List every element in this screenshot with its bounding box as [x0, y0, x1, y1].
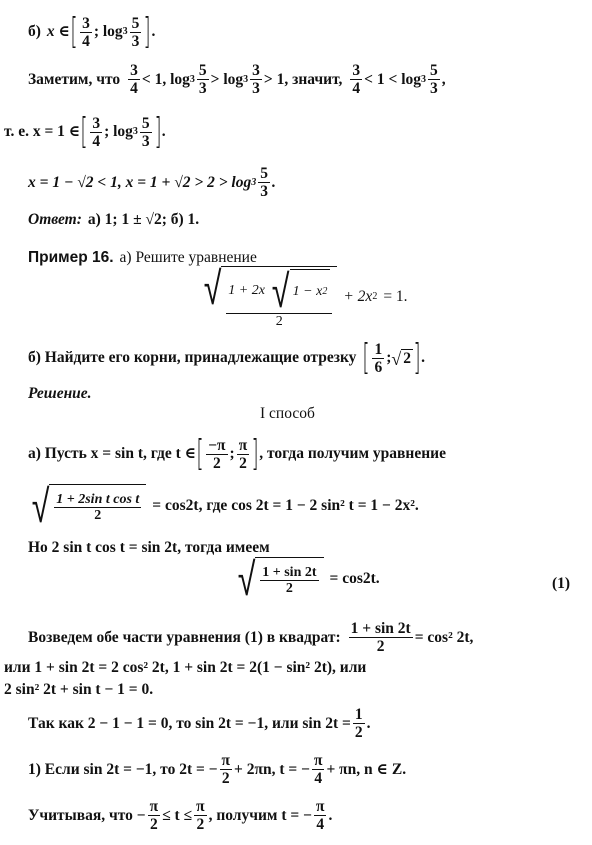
item-label: б): [28, 23, 41, 40]
fraction: $\frac{3}{3}$: [252, 62, 260, 97]
fraction: 1 + 2x √ 1 − x 2 2: [226, 269, 332, 329]
math-text: = cos² 2t,: [414, 628, 474, 646]
math-text: ; log: [104, 123, 133, 140]
right-bracket: ]: [143, 11, 151, 52]
task-b-line: б) Найдите его корни, принадлежащие отрезку [ $\frac{1}{6}$ ; √ 2 ] .: [28, 337, 425, 378]
math-text: Учитывая, что −: [28, 806, 146, 824]
fraction: $\frac{3}{4}$: [82, 14, 90, 50]
inner-root: √ 1 − x 2: [268, 269, 330, 313]
interval-answer-b: б) x ∈ [ $\frac{3}{4}$ ; log 3 $\frac{5}{3}$ ] .: [28, 11, 156, 52]
quadratic-line: 2 sin² 2t + sin t − 1 = 0.: [4, 681, 154, 698]
math-text: > log: [210, 70, 244, 88]
roots-line: Так как 2 − 1 − 1 = 0, то sin 2t = −1, или sin 2t = $\frac{1}{2}$ .: [28, 706, 371, 741]
fraction: $\frac{\text{1 + 2sin t cos t}}{2}$: [56, 492, 140, 523]
math-text: ≤ t ≤: [162, 806, 193, 824]
fraction: $\frac{1}{2}$: [354, 706, 363, 741]
math-text: , тогда получим уравнение: [259, 445, 446, 462]
example-task: а) Решите уравнение: [119, 249, 257, 266]
root: √ 2: [391, 348, 412, 369]
math-text: Возведем обе части уравнения (1) в квадрат:: [28, 628, 341, 646]
left-bracket: [: [70, 11, 78, 52]
comparison-line: Заметим, что $\frac{3}{4}$ < 1, log 3 $\frac{5}{3}$ > log 3 $\frac{3}{3}$ > 1, значит, $\frac{3}{4}$ < 1 < log 3 $\frac{5}{3}$ ,: [28, 62, 446, 97]
fraction: $\frac{\pi}{4}$: [315, 798, 325, 833]
math-text: а) Пусть x = sin t, где t ∈: [28, 445, 197, 462]
roots-check-line: x = 1 − √2 < 1, x = 1 + √2 > 2 > log 3 $\frac{5}{3}$ .: [28, 165, 276, 200]
math-text: < 1 < log: [364, 70, 422, 88]
fraction: $\frac{\pi}{2}$: [238, 436, 248, 472]
math-text: Заметим, что: [28, 70, 121, 88]
left-bracket: [: [196, 433, 204, 474]
math-text: + 2πn, t = −: [234, 760, 310, 778]
math-text: т. е. x = 1 ∈: [4, 123, 81, 140]
task-text: б) Найдите его корни, принадлежащие отрезку: [28, 349, 357, 366]
math-text: + 2x: [343, 288, 373, 305]
left-bracket: [: [362, 337, 370, 378]
fraction: $\frac{3}{4}$: [130, 62, 138, 97]
math-text: 1) Если sin 2t = −1, то 2t = −: [28, 760, 218, 778]
math-text: < 1, log: [141, 70, 190, 88]
constraint-line: Учитывая, что − $\frac{\pi}{2}$ ≤ t ≤ $\frac{\pi}{2}$ , получим t = − $\frac{\pi}{4}$ .: [28, 798, 333, 833]
outer-root: √ $\frac{1 + \sin 2t}{2}$: [234, 557, 324, 601]
math-text: x = 1 − √2 < 1, x = 1 + √2 > 2 > log: [28, 173, 252, 191]
math-text: ; log: [93, 23, 123, 40]
math-text: , получим t = −: [208, 806, 312, 824]
math-text: = cos2t.: [329, 570, 380, 587]
answer-text: а) 1; 1 ± √2; б) 1.: [87, 211, 200, 228]
fraction: $\frac{5}{3}$: [198, 62, 207, 97]
outer-root: √ $\frac{\text{1 + 2sin t cos t}}{2}$: [28, 484, 146, 528]
right-bracket: ]: [251, 433, 259, 474]
fraction: $\frac{\pi}{2}$: [149, 798, 159, 833]
substitution-line: а) Пусть x = sin t, где t ∈ [ $\frac{-\pi}{2}$ ; $\frac{\pi}{2}$ ] , тогда получим уравнение: [28, 433, 446, 474]
answer-line: [28, 210, 199, 230]
case-1-line: [28, 752, 406, 787]
fraction: $\frac{\pi}{2}$: [196, 798, 205, 833]
fraction: $\frac{3}{4}$: [352, 62, 361, 97]
math-text: > 1, значит,: [263, 70, 343, 88]
fraction: $\frac{5}{3}$: [141, 114, 150, 150]
fraction: $\frac{\pi}{4}$: [313, 752, 323, 787]
math-text: + πn, n ∈ Z.: [326, 760, 407, 778]
fraction: $\frac{5}{3}$: [430, 62, 438, 97]
fraction: $\frac{1 + \sin 2t}{2}$: [262, 565, 317, 596]
answer-label: Ответ:: [28, 211, 82, 228]
fraction: $\frac{1 + \sin 2t}{2}$: [350, 620, 411, 655]
right-bracket: ]: [154, 111, 162, 152]
fraction: $\frac{-\pi}{2}$: [208, 436, 226, 472]
outer-root: √ 1 + 2x √ 1 − x 2 2: [200, 266, 337, 329]
fraction: $\frac{5}{3}$: [131, 14, 140, 50]
derivation-line: или 1 + sin 2t = 2 cos² 2t, 1 + sin 2t = 2(1 − sin² 2t), или: [4, 659, 367, 676]
equation-number: (1): [552, 575, 571, 592]
solution-label: Решение.: [28, 385, 92, 402]
example-label: Пример 16.: [28, 249, 114, 266]
math-text: x ∈: [46, 23, 71, 40]
main-equation: √ 1 + 2x √ 1 − x 2 2 + 2x 2 = 1.: [200, 272, 408, 322]
fraction: $\frac{5}{3}$: [260, 165, 268, 200]
fraction: $\frac{\pi}{2}$: [221, 752, 231, 787]
method-heading: I способ: [260, 405, 315, 422]
fraction: $\frac{1}{6}$: [374, 340, 383, 376]
right-bracket: ]: [413, 337, 421, 378]
membership-line: т. е. x = 1 ∈ [ $\frac{3}{4}$ ; log 3 $\frac{5}{3}$ ] .: [4, 111, 166, 152]
transformed-equation: [28, 479, 419, 533]
math-text: = cos2t, где cos 2t = 1 − 2 sin² t = 1 − 2x².: [152, 497, 419, 514]
left-bracket: [: [80, 111, 88, 152]
fraction: $\frac{3}{4}$: [92, 114, 101, 150]
math-text: Так как 2 − 1 − 1 = 0, то sin 2t = −1, или sin 2t =: [28, 714, 351, 732]
squaring-line: [28, 620, 473, 655]
math-text: = 1.: [383, 288, 408, 305]
equation-1: [234, 552, 380, 606]
identity-line: Но 2 sin t cos t = sin 2t, тогда имеем: [28, 539, 270, 556]
